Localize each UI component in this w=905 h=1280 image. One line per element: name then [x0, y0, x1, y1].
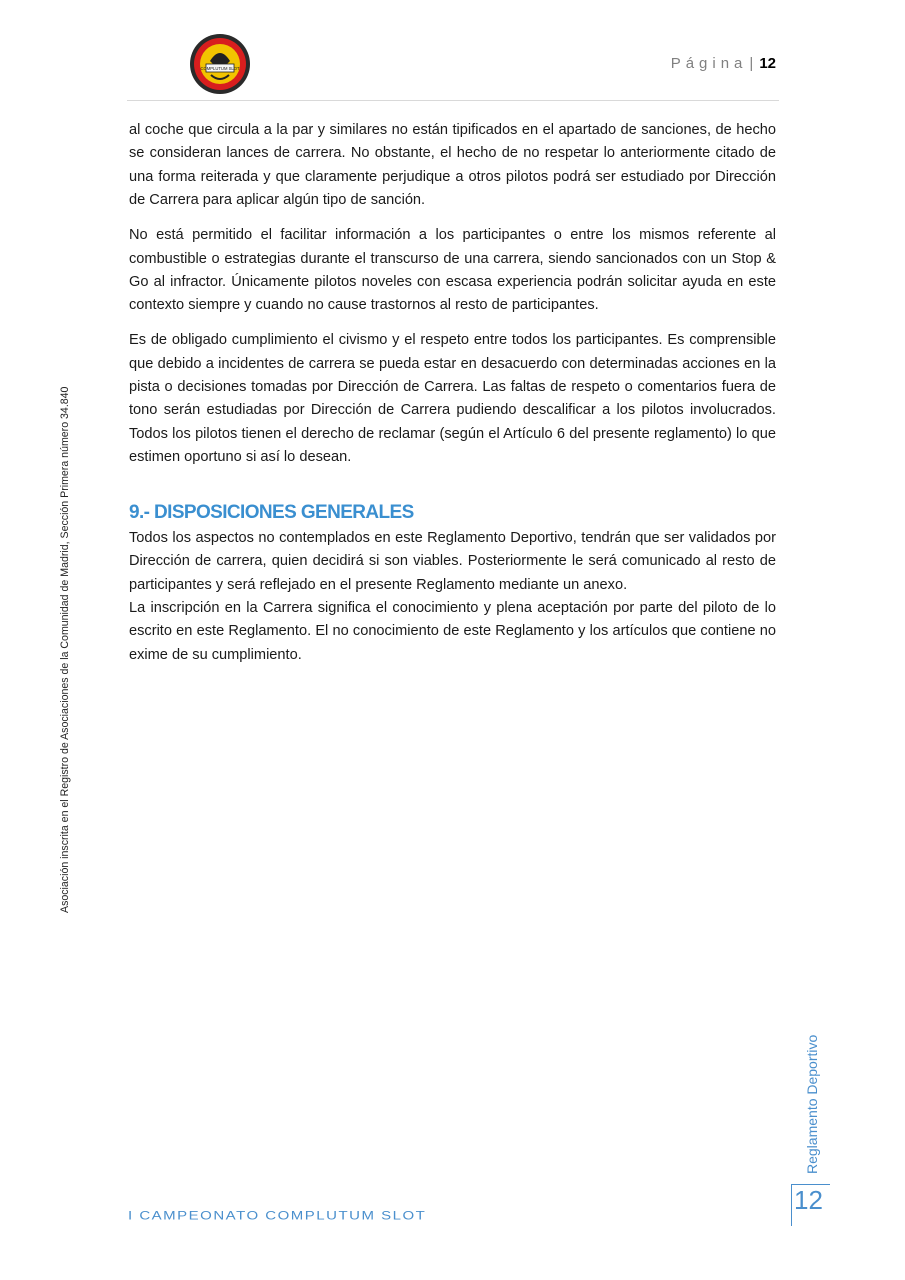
header-page-number: 12 — [759, 55, 776, 72]
paragraph-3: Es de obligado cumplimiento el civismo y el respeto entre todos los participantes. Es comprensible que debido a incidentes de carrera se pueda estar en desacuerdo con determinadas acciones en la pista o decisiones tomadas por Dirección de Carrera. Las faltas de respeto o comentarios fuera de tono serán estudiadas por Dirección de Carrera pudiendo descalificar a los pilotos involucrados. Todos los pilotos tienen el derecho de reclamar (según el Artículo 6 del presente reglamento) lo que estimen oportuno si así lo desean. — [129, 332, 776, 466]
page-separator: | — [749, 55, 754, 72]
registration-sidebar-text: Asociación inscrita en el Registro de Asociaciones de la Comunidad de Madrid, Sección Primera número 34.840 — [59, 386, 71, 913]
header-divider — [127, 100, 779, 101]
section-paragraph-1: Todos los aspectos no contemplados en este Reglamento Deportivo, tendrán que ser validados por Dirección de carrera, quien decidirá si son viables. Posteriormente le será comunicado al resto de participantes y será reflejado en el presente Reglamento mediante un anexo. — [129, 529, 776, 593]
sidebar-document-title: Reglamento Deportivo — [804, 1034, 820, 1174]
paragraph-2: No está permitido el facilitar información a los participantes o entre los mismos referente al combustible o estrategias durante el transcurso de una carrera, siendo sancionados con un Stop & Go al infractor. Únicamente pilotos noveles con escasa experiencia podrán solicitar ayuda en este contexto siempre y cuando no cause trastornos al resto de participantes. — [129, 227, 776, 314]
page-indicator — [671, 55, 776, 72]
footer-page-number: 12 — [794, 1185, 823, 1215]
club-logo — [189, 33, 251, 95]
section-paragraph-2: La inscripción en la Carrera significa el conocimiento y plena aceptación por parte del piloto de lo escrito en este Reglamento. El no conocimiento de este Reglamento y los artículos que contiene no exime de su cumplimiento. — [129, 599, 776, 663]
document-body — [129, 119, 776, 667]
page-label-text: Página — [670, 55, 748, 72]
paragraph-1: al coche que circula a la par y similares no están tipificados en el apartado de sanciones, de hecho se consideran lances de carrera. No obstante, el hecho de no respetar lo anteriormente citado de una forma reiterada y que claramente perjudique a otros pilotos podrá ser estudiado por Dirección de Carrera para aplicar algún tipo de sanción. — [129, 122, 776, 209]
footer-championship-title: I CAMPEONATO COMPLUTUM SLOT — [128, 1209, 427, 1223]
logo-banner-text: COMPLUTUM SLOT — [200, 66, 240, 71]
section-heading: 9.- DISPOSICIONES GENERALES — [129, 501, 414, 523]
footer-vertical-rule — [791, 1184, 792, 1226]
